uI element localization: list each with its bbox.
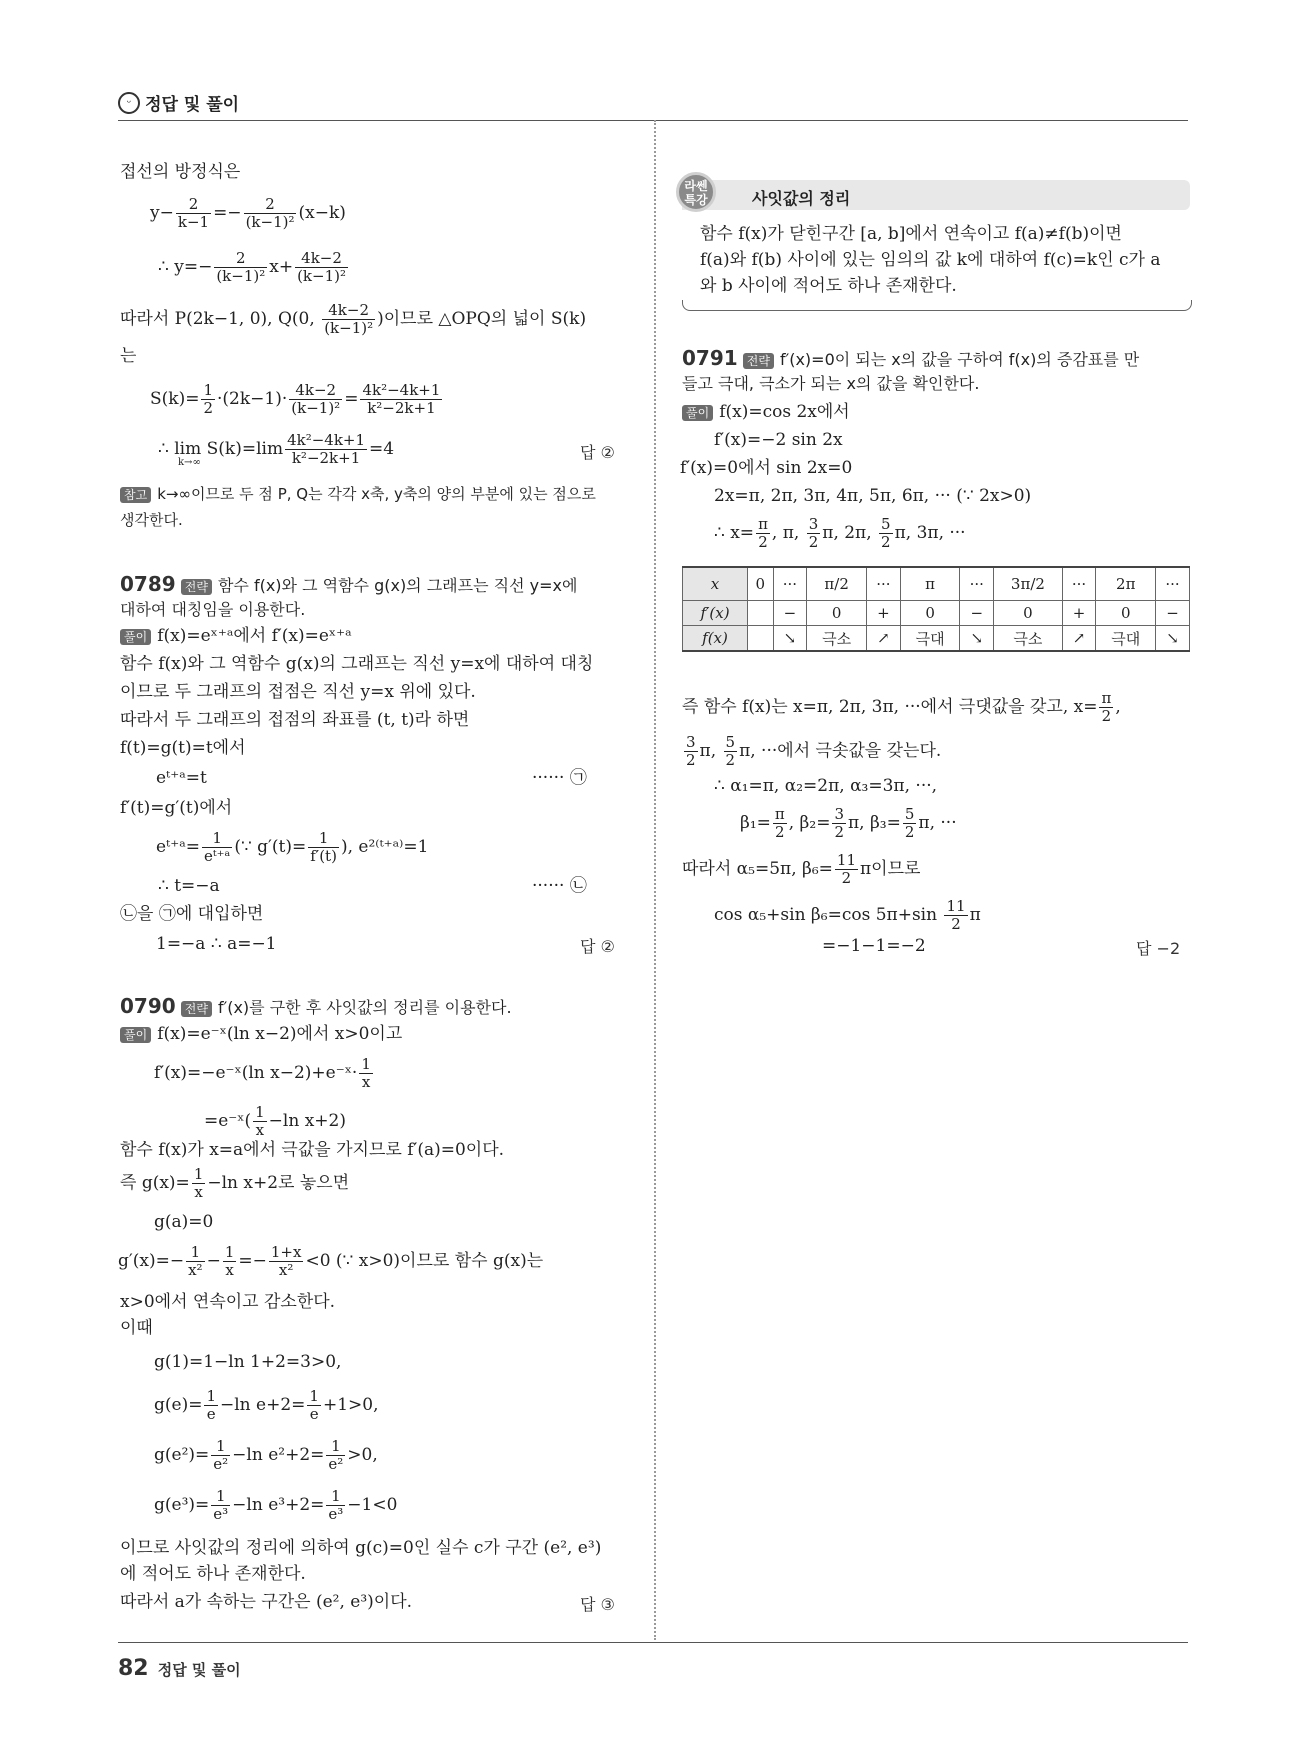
p0790-l3: =e⁻ˣ( $\frac{1}{x}$ −ln x+2) [204,1103,346,1139]
increase-decrease-table [682,566,1190,652]
note-badge: 참고 [120,487,151,503]
p0789-l5: f(t)=g(t)=t에서 [120,738,246,758]
p0791-l7: $\frac{3}{2}$ π, $\frac{5}{2}$ π, ···에서 극솟값을 갖는다. [686,733,942,769]
concept-line-1: 함수 f(x)가 닫힌구간 [a, b]에서 연속이고 f(a)≠f(b)이면 [700,224,1122,244]
p0789-l9: ∴ t=−a [158,876,220,896]
p0790-l6: g(a)=0 [154,1212,214,1232]
column-divider [654,120,656,1640]
answer-0788: 답 ② [580,443,615,462]
header [118,90,239,115]
answer-0790: 답 ③ [580,1595,615,1614]
p0790-l5: 즉 g(x)= $\frac{1}{x}$ −ln x+2로 놓으면 [120,1165,350,1201]
p0791-l4: 2x=π, 2π, 3π, 4π, 5π, 6π, ··· (∵ 2x>0) [714,486,1032,506]
p0789-l7: f′(t)=g′(t)에서 [120,798,233,818]
limit-eq: ∴ lim S(k)=lim $\frac{\text{4k²−4k+1}}{\text{k²−2k+1}}$ =4 k→∞ [158,431,395,468]
problem-number: 0791 [682,346,738,370]
p0791-l1: 풀이 f(x)=cos 2x에서 [682,400,850,424]
p0790-l8: x>0에서 연속이고 감소한다. [120,1292,336,1312]
p0791-l3: f′(x)=0에서 sin 2x=0 [680,458,853,478]
concept-line-2: f(a)와 f(b) 사이에 있는 임의의 값 k에 대하여 f(c)=k인 c가 a [700,250,1161,270]
p0789-l11: 1=−a ∴ a=−1 [156,934,277,954]
problem-0791-strategy: 0791 전략 f′(x)=0이 되는 x의 값을 구하여 f(x)의 증감표를 만 [682,346,1140,370]
p0789-l9-mark: ······ ㉡ [532,876,587,896]
p0791-l11: cos α₅+sin β₆=cos 5π+sin $\frac{11}{2}$ π [714,897,981,933]
note-line-1: 참고 k→∞이므로 두 점 P, Q는 각각 x축, y축의 양의 부분에 있는 점으로 [120,482,596,506]
table-row: x 0 ··· π/2 ··· π ··· 3π/2 ··· 2π ··· [683,567,1190,601]
concept-box [682,172,1190,312]
p0791-l9: β₁= $\frac{\pi}{2}$ , β₂= $\frac{3}{2}$ π, β₃= $\frac{5}{2}$ π, ··· [740,805,957,841]
p0790-l7: g′(x)=− $\frac{1}{\text{x²}}$ − $\frac{1}{x}$ =− $\frac{1+x}{\text{x²}}$ <0 (∵ x>0)이므로 함수 g(x)는 [118,1243,544,1279]
answer-0791: 답 −2 [1136,939,1181,958]
pq-line: 따라서 P(2k−1, 0), Q(0, $\frac{4k-2}{\text{(k−1)²}}$ )이므로 △OPQ의 넓이 S(k) [120,301,587,337]
problem-0790-strategy: 0790 전략 f′(x)를 구한 후 사잇값의 정리를 이용한다. [120,994,512,1018]
page-number: 82 [118,1656,149,1681]
p0789-l3: 이므로 두 그래프의 접점은 직선 y=x 위에 있다. [120,682,476,702]
problem-0791-strategy-2: 들고 극대, 극소가 되는 x의 값을 확인한다. [682,374,980,393]
smiley-icon: ᵕ [118,92,140,114]
footer [118,1656,241,1681]
p0790-l2: f′(x)=−e⁻ˣ(ln x−2)+e⁻ˣ· $\frac{1}{x}$ [154,1055,371,1091]
problem-0789-strategy: 0789 전략 함수 f(x)와 그 역함수 g(x)의 그래프는 직선 y=x에 [120,572,578,596]
p0790-l1: 풀이 f(x)=e⁻ˣ(ln x−2)에서 x>0이고 [120,1022,402,1046]
tangent-eq-2: ∴ y=− $\frac{2}{\text{(k−1)²}}$ x+ $\frac{4k-2}{\text{(k−1)²}}$ [158,249,346,285]
strategy-badge: 전략 [181,1001,212,1017]
tangent-eq-1: y− $\frac{2}{k-1}$ =− $\frac{2}{\text{(k−1)²}}$ (x−k) [150,195,346,231]
p0789-l4: 따라서 두 그래프의 접점의 좌표를 (t, t)라 하면 [120,710,470,730]
table-row: f(x) ↘ 극소 ↗ 극대 ↘ 극소 ↗ 극대 ↘ [683,626,1190,652]
p0791-l2: f′(x)=−2 sin 2x [714,430,843,450]
p0790-l16: 따라서 a가 속하는 구간은 (e², e³)이다. [120,1592,413,1612]
p0789-l6: eᵗ⁺ᵃ=t [156,768,207,788]
p0789-l2: 함수 f(x)와 그 역함수 g(x)의 그래프는 직선 y=x에 대하여 대칭 [120,654,594,674]
concept-title: 사잇값의 정리 [752,189,851,208]
strategy-badge: 전략 [181,579,212,595]
p0790-l12: g(e²)= $\frac{1}{\text{e²}}$ −ln e²+2= $\frac{1}{\text{e²}}$ >0, [154,1437,378,1473]
table-row: f′(x) − 0 + 0 − 0 + 0 − [683,601,1190,626]
p0790-l11: g(e)= $\frac{1}{e}$ −ln e+2= $\frac{1}{e}$ +1>0, [154,1387,379,1423]
footer-title: 정답 및 풀이 [157,1661,241,1679]
note-line-2: 생각한다. [120,511,183,529]
concept-line-3: 와 b 사이에 적어도 하나 존재한다. [700,276,957,296]
p0789-l1: 풀이 f(x)=eˣ⁺ᵃ에서 f′(x)=eˣ⁺ᵃ [120,624,352,648]
problem-number: 0790 [120,994,176,1018]
p0791-l10: 따라서 α₅=5π, β₆= $\frac{11}{2}$ π이므로 [682,851,921,887]
p0791-l12: =−1−1=−2 [822,936,926,956]
answer-0789: 답 ② [580,937,615,956]
p0790-l13: g(e³)= $\frac{1}{\text{e³}}$ −ln e³+2= $\frac{1}{\text{e³}}$ −1<0 [154,1487,398,1523]
header-title: 정답 및 풀이 [145,95,240,115]
p0789-l8: eᵗ⁺ᵃ= $\frac{1}{\text{eᵗ⁺ᵃ}}$ (∵ g′(t)= $\frac{1}{f'(t)}$ ), e²⁽ᵗ⁺ᵃ⁾=1 [156,829,429,865]
problem-number: 0789 [120,572,176,596]
p0791-l5: ∴ x= $\frac{\pi}{2}$ , π, $\frac{3}{2}$ π, 2π, $\frac{5}{2}$ π, 3π, ··· [714,515,966,551]
strategy-badge: 전략 [743,353,774,369]
p0791-l8: ∴ α₁=π, α₂=2π, α₃=3π, ···, [714,776,938,796]
p0790-l9: 이때 [120,1318,153,1338]
p0790-l15: 에 적어도 하나 존재한다. [120,1564,306,1584]
problem-0789-strategy-2: 대하여 대칭임을 이용한다. [120,600,306,619]
concept-box-border [682,300,1192,311]
p0789-l10: ㉡을 ㉠에 대입하면 [120,904,264,924]
intro-line: 접선의 방정식은 [120,162,241,182]
p0790-l4: 함수 f(x)가 x=a에서 극값을 가지므로 f′(a)=0이다. [120,1140,505,1160]
p0790-l10: g(1)=1−ln 1+2=3>0, [154,1352,342,1372]
lassen-badge: 라쎈 특강 [676,172,716,212]
pq-line-cont: 는 [120,346,137,366]
footer-rule [118,1642,1188,1643]
p0790-l14: 이므로 사잇값의 정리에 의하여 g(c)=0인 실수 c가 구간 (e², e³) [120,1538,602,1558]
p0791-l6: 즉 함수 f(x)는 x=π, 2π, 3π, ···에서 극댓값을 갖고, x= $\frac{\pi}{2}$ , [682,689,1121,725]
area-eq: S(k)= $\frac{1}{2}$ ·(2k−1)· $\frac{4k-2}{\text{(k−1)²}}$ = $\frac{\text{4k²−4k+1}}{\text{k²−2k+1}}$ [150,381,441,417]
p0789-l6-mark: ······ ㉠ [532,768,587,788]
header-rule [118,120,1188,121]
